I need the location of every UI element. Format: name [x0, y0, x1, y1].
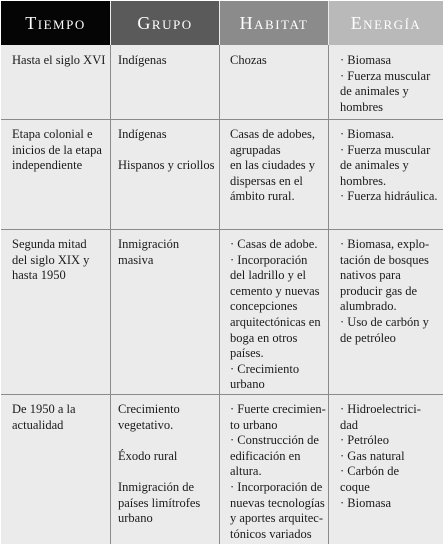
row-3-tiempo: Segunda mitad del siglo XIX y hasta 1950 — [12, 237, 90, 283]
row-divider — [1, 229, 443, 230]
header-tiempo: Tiempo — [1, 1, 110, 45]
row-1-energia: · Biomasa · Fuerza muscular de animales y hombres — [340, 53, 431, 114]
row-divider — [1, 119, 443, 120]
row-4-habitat: · Fuerte crecimien- to urbano · Construcción de edificación en altura. · Incorporación de nuevas tecnologías y aportes arquitec- tónicos variados — [230, 402, 326, 541]
header-energia: Energía — [329, 1, 443, 45]
row-3-habitat: · Casas de adobe. · Incorporación del ladrillo y el cemento y nuevas concepciones arquitectónicas en boga en otros países. · Crecimiento urbano — [230, 237, 321, 392]
row-2-grupo: Indígenas Hispanos y criollos — [118, 127, 215, 173]
row-1-habitat: Chozas — [230, 53, 267, 67]
row-4-tiempo: De 1950 a la actualidad — [12, 402, 76, 432]
history-table — [1, 1, 443, 544]
row-4-energia: · Hidroelectrici- dad · Petróleo · Gas natural · Carbón de coque · Biomasa — [340, 402, 421, 510]
row-divider — [1, 394, 443, 395]
row-1-tiempo: Hasta el siglo XVI — [12, 53, 106, 67]
row-1-grupo: Indígenas — [118, 53, 167, 67]
row-3-grupo: Inmigración masiva — [118, 237, 180, 267]
row-3-energia: · Biomasa, explo- tación de bosques nativos para producir gas de alumbrado. · Uso de carbón y de petróleo — [340, 237, 430, 345]
header-habitat: Habitat — [220, 1, 328, 45]
row-4-grupo: Crecimiento vegetativo. Éxodo rural Inmigración de países limítrofes urbano — [118, 402, 201, 526]
row-2-habitat: Casas de adobes, agrupadas en las ciudades y dispersas en el ámbito rural. — [230, 127, 316, 204]
row-2-tiempo: Etapa colonial e inicios de la etapa independiente — [12, 127, 102, 173]
header-grupo: Grupo — [111, 1, 219, 45]
row-2-energia: · Biomasa. · Fuerza muscular de animales y hombres. · Fuerza hidráulica. — [340, 127, 438, 204]
